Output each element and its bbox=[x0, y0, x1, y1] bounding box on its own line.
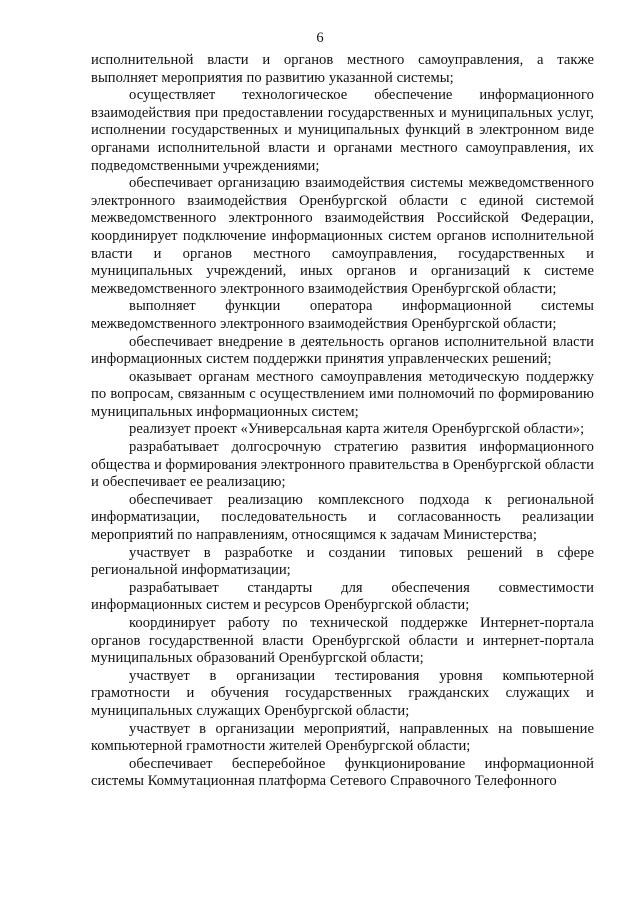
paragraph: обеспечивает организацию взаимодействия системы межведомственного электронного взаимодействия Оренбургской области с единой системой межведомственного электронного взаимодействия Российской Федерации, координирует подключение информационных систем органов исполнительной власти и органов местного самоуправления, государственных и муниципальных учреждений, иных органов и организаций к системе межведомственного электронного взаимодействия Оренбургской области; bbox=[91, 175, 594, 297]
paragraph: разрабатывает стандарты для обеспечения совместимости информационных систем и ресурсов Оренбургской области; bbox=[91, 579, 594, 614]
paragraph: участвует в разработке и создании типовых решений в сфере региональной информатизации; bbox=[91, 544, 594, 579]
paragraph: участвует в организации тестирования уровня компьютерной грамотности и обучения государственных гражданских служащих и муниципальных служащих Оренбургской области; bbox=[91, 667, 594, 719]
paragraph: осуществляет технологическое обеспечение информационного взаимодействия при предоставлении государственных и муниципальных услуг, исполнении государственных и муниципальных функций в электронном виде органами исполнительной власти и органами местного самоуправления, их подведомственными учреждениями; bbox=[91, 87, 594, 174]
paragraph: исполнительной власти и органов местного самоуправления, а также выполняет мероприятия по развитию указанной системы; bbox=[91, 52, 594, 86]
paragraph: оказывает органам местного самоуправления методическую поддержку по вопросам, связанным с осуществлением ими полномочий по формированию муниципальных информационных систем; bbox=[91, 368, 594, 420]
paragraph: обеспечивает бесперебойное функционирование информационной системы Коммутационная платформа Сетевого Справочного Телефонного bbox=[91, 755, 594, 790]
paragraph: координирует работу по технической поддержке Интернет-портала органов государственной власти Оренбургской области и интернет-портала муниципальных образований Оренбургской области; bbox=[91, 615, 594, 667]
paragraph: выполняет функции оператора информационной системы межведомственного электронного взаимодействия Оренбургской области; bbox=[91, 298, 594, 332]
paragraph: реализует проект «Универсальная карта жителя Оренбургской области»; bbox=[129, 421, 585, 438]
document-body bbox=[91, 52, 594, 791]
paragraph: участвует в организации мероприятий, направленных на повышение компьютерной грамотности жителей Оренбургской области; bbox=[91, 720, 594, 755]
page-number: 6 bbox=[316, 30, 324, 46]
paragraph: обеспечивает внедрение в деятельность органов исполнительной власти информационных систем поддержки принятия управленческих решений; bbox=[91, 333, 594, 368]
paragraph: разрабатывает долгосрочную стратегию развития информационного общества и формирования электронного правительства в Оренбургской области и обеспечивает ее реализацию; bbox=[91, 439, 594, 491]
paragraph: обеспечивает реализацию комплексного подхода к региональной информатизации, последовательность и согласованность реализации мероприятий по направлениям, относящимся к задачам Министерства; bbox=[91, 491, 594, 544]
